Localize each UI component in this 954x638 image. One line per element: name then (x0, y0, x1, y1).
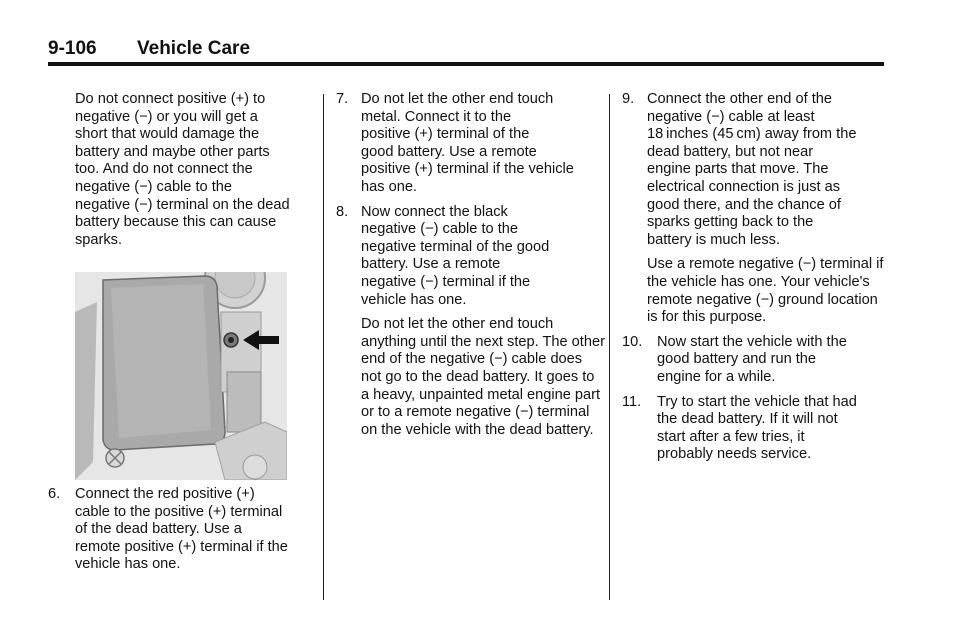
step-11 (622, 394, 884, 464)
step-10 (622, 334, 884, 387)
step-8-note: Do not let the other end touch anything until the next step. The other end of the negative (−) cable does not go to the dead battery. It goes to a heavy, unpainted metal engine part or to a remote negative (−) terminal on the vehicle with the dead battery. (361, 316, 605, 438)
step-7 (336, 91, 606, 197)
step-text: Connect the other end of the negative (−) cable at least 18 inches (45 cm) away from the dead battery, but not near engine parts that move. The electrical connection is just as good there, and the chance of sparks getting back to the battery is much less. (647, 91, 857, 248)
column-3 (622, 91, 884, 464)
step-number: 7. (336, 91, 349, 107)
step-number: 9. (622, 91, 635, 107)
column-divider-2 (609, 94, 610, 600)
page-header (48, 38, 884, 64)
step-text: Do not let the other end touch metal. Connect it to the positive (+) terminal of the good battery. Use a remote positive (+) terminal if the vehicle has one. (361, 91, 574, 195)
column-2 (336, 91, 606, 439)
column-1 (75, 91, 320, 249)
step-9 (622, 91, 884, 249)
step-text: Try to start the vehicle that had the dead battery. If it will not start after a few tries, it probably needs service. (657, 393, 857, 463)
step-number: 6. (48, 486, 61, 502)
column-divider-1 (323, 94, 324, 600)
warning-paragraph: Do not connect positive (+) to negative (−) or you will get a short that would damage the battery and maybe other parts too. And do not connect the negative (−) cable to the negative (−) terminal on the dead battery because this can cause sparks. (75, 91, 290, 248)
engine-compartment-illustration (75, 272, 287, 480)
step-8 (336, 204, 606, 310)
step-text: Now connect the black negative (−) cable to the negative terminal of the good battery. Use a remote negative (−) terminal if the vehicle has one. (361, 203, 550, 308)
step-text: Now start the vehicle with the good battery and run the engine for a while. (657, 333, 847, 385)
step-number: 8. (336, 203, 349, 220)
section-title: Vehicle Care (137, 38, 251, 59)
step-text: Connect the red positive (+) cable to the positive (+) terminal of the dead battery. Use a remote positive (+) terminal if the vehicle has one. (75, 486, 288, 573)
step-6 (48, 486, 320, 574)
step-number: 10. (622, 333, 643, 350)
step-number: 11. (622, 393, 642, 410)
step-9-note: Use a remote negative (−) terminal if the vehicle has one. Your vehicle's remote negative (−) ground location is for this purpose. (647, 256, 884, 326)
page-number: 9-106 (48, 38, 97, 59)
header-rule (48, 62, 884, 66)
